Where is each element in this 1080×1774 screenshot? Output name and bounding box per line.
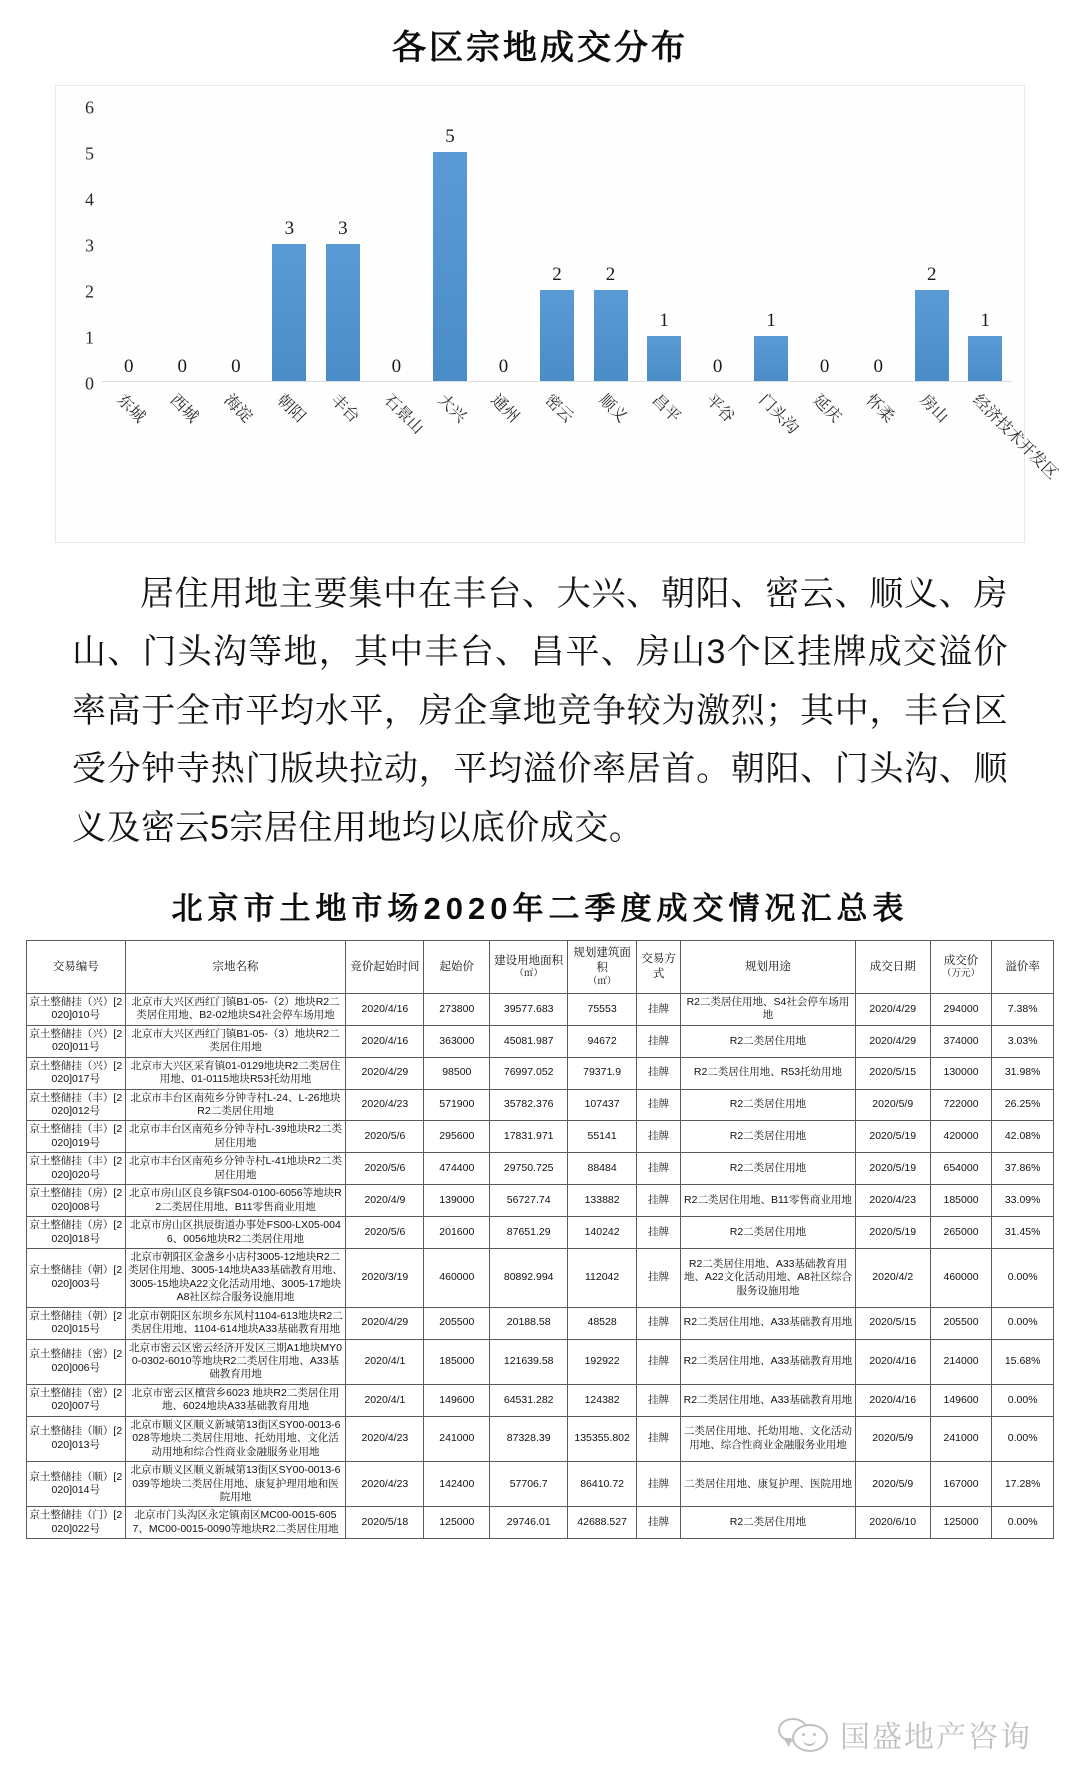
- cell-name: 北京市丰台区南苑乡分钟寺村L-39地块R2二类居住用地: [125, 1121, 346, 1153]
- y-axis-tick: 0: [85, 373, 94, 394]
- cell-deal-price: 241000: [930, 1416, 992, 1461]
- x-axis-tick: [316, 382, 370, 542]
- x-axis-tick-label: 东城: [113, 391, 148, 427]
- cell-land-area: 20188.58: [490, 1307, 568, 1339]
- cell-id: 京土整储挂（房）[2020]008号: [27, 1185, 126, 1217]
- table-header-cell: 溢价率: [992, 941, 1054, 994]
- x-axis-tick: [851, 382, 905, 542]
- cell-build-area: 135355.802: [568, 1416, 637, 1461]
- cell-start-price: 571900: [424, 1089, 490, 1121]
- cell-land-area: 64531.282: [490, 1384, 568, 1416]
- y-axis-tick: 4: [85, 189, 94, 210]
- bar-value-label: 1: [766, 310, 776, 331]
- cell-usage: R2二类居住用地: [681, 1089, 856, 1121]
- cell-deal-price: 460000: [930, 1248, 992, 1307]
- cell-premium: 42.08%: [992, 1121, 1054, 1153]
- y-axis-tick: 5: [85, 143, 94, 164]
- cell-land-area: 80892.994: [490, 1248, 568, 1307]
- x-axis-tick-label: 房山: [916, 391, 951, 427]
- cell-premium: 0.00%: [992, 1507, 1054, 1539]
- cell-build-area: 88484: [568, 1153, 637, 1185]
- cell-usage: R2二类居住用地: [681, 1217, 856, 1249]
- cell-land-area: 57706.7: [490, 1462, 568, 1507]
- table-header-cell: 宗地名称: [125, 941, 346, 994]
- cell-build-area: 140242: [568, 1217, 637, 1249]
- table-row: [27, 1153, 1054, 1185]
- cell-usage: 二类居住用地、托幼用地、文化活动用地、综合性商业金融服务业用地: [681, 1416, 856, 1461]
- bar-value-label: 0: [498, 356, 509, 377]
- table-row: [27, 1025, 1054, 1057]
- x-axis-tick-label: 怀柔: [862, 391, 898, 427]
- bar-value-label: 0: [391, 356, 402, 377]
- table-header-cell: 交易编号: [27, 941, 126, 994]
- cell-name: 北京市朝阳区金盏乡小店村3005-12地块R2二类居住用地、3005-14地块A33基础教育用地、3005-15地块A22文化活动用地、3005-17地块A8社区综合服务设施用地: [125, 1248, 346, 1307]
- cell-build-area: 86410.72: [568, 1462, 637, 1507]
- bar-value-label: 0: [712, 356, 723, 377]
- cell-name: 北京市大兴区采育镇01-0129地块R2二类居住用地、01-0115地块R53托幼用地: [125, 1057, 346, 1089]
- chart-title: 各区宗地成交分布: [392, 29, 688, 67]
- table-row: [27, 1384, 1054, 1416]
- bar-column: [584, 108, 638, 382]
- bar-column: [209, 108, 263, 382]
- bar-column: [530, 108, 584, 382]
- table-row: [27, 1248, 1054, 1307]
- table-row: [27, 1307, 1054, 1339]
- cell-land-area: 29750.725: [490, 1153, 568, 1185]
- cell-deal-date: 2020/4/23: [855, 1185, 930, 1217]
- cell-method: 挂牌: [637, 1339, 681, 1384]
- bar-value-label: 0: [873, 356, 883, 377]
- x-axis-tick-label: 朝阳: [273, 391, 309, 427]
- cell-usage: R2二类居住用地、A33基础教育用地: [681, 1384, 856, 1416]
- cell-land-area: 87328.39: [490, 1416, 568, 1461]
- x-axis-tick: [959, 382, 1061, 542]
- bar-chart: [55, 85, 1061, 543]
- cell-start-price: 205500: [424, 1307, 490, 1339]
- table-header-cell: 成交日期: [855, 941, 930, 994]
- cell-start-price: 185000: [424, 1339, 490, 1384]
- land-transactions-table: [26, 940, 1054, 1539]
- bar-value-label: 5: [445, 126, 455, 147]
- x-axis-tick-label: 经济技术开发区: [969, 391, 1061, 483]
- cell-bid-start: 2020/4/29: [346, 1057, 424, 1089]
- cell-deal-price: 167000: [930, 1462, 992, 1507]
- bar-column: [744, 108, 798, 382]
- bar-value-label: 0: [819, 356, 830, 377]
- cell-id: 京土整储挂（兴）[2020]011号: [27, 1025, 126, 1057]
- bar: [433, 152, 467, 382]
- bar: [647, 336, 681, 382]
- bar-value-label: 0: [177, 356, 188, 377]
- cell-land-area: 39577.683: [490, 993, 568, 1025]
- cell-deal-date: 2020/5/19: [855, 1217, 930, 1249]
- bar-value-label: 0: [124, 356, 134, 377]
- cell-start-price: 363000: [424, 1025, 490, 1057]
- cell-method: 挂牌: [637, 1025, 681, 1057]
- cell-deal-date: 2020/4/16: [855, 1384, 930, 1416]
- cell-bid-start: 2020/5/18: [346, 1507, 424, 1539]
- cell-start-price: 273800: [424, 993, 490, 1025]
- cell-premium: 37.86%: [992, 1153, 1054, 1185]
- cell-method: 挂牌: [637, 1089, 681, 1121]
- cell-land-area: 45081.987: [490, 1025, 568, 1057]
- cell-id: 京土整储挂（丰）[2020]019号: [27, 1121, 126, 1153]
- bar: [754, 336, 788, 382]
- table-header-cell: 规划用途: [681, 941, 856, 994]
- bar-value-label: 0: [231, 356, 241, 377]
- x-axis-tick: [798, 382, 852, 542]
- cell-id: 京土整储挂（顺）[2020]013号: [27, 1416, 126, 1461]
- watermark-text: 国盛地产咨询: [840, 1721, 1032, 1754]
- table-row: [27, 1217, 1054, 1249]
- table-row: [27, 1089, 1054, 1121]
- cell-name: 北京市大兴区西红门镇B1-05-（3）地块R2二类居住用地: [125, 1025, 346, 1057]
- cell-name: 北京市房山区良乡镇FS04-0100-6056等地块R2二类居住用地、B11零售商业用地: [125, 1185, 346, 1217]
- cell-name: 北京市顺义区顺义新城第13街区SY00-0013-6028等地块二类居住用地、托幼用地、文化活动用地和综合性商业金融服务业用地: [125, 1416, 346, 1461]
- cell-deal-date: 2020/5/9: [855, 1462, 930, 1507]
- cell-deal-price: 420000: [930, 1121, 992, 1153]
- x-axis-tick: [744, 382, 802, 542]
- bar: [968, 336, 1002, 382]
- cell-method: 挂牌: [637, 1121, 681, 1153]
- cell-usage: R2二类居住用地、R53托幼用地: [681, 1057, 856, 1089]
- body-paragraph: 居住用地主要集中在丰台、大兴、朝阳、密云、顺义、房山、门头沟等地，其中丰台、昌平、房山3个区挂牌成交溢价率高于全市平均水平，房企拿地竞争较为激烈；其中，丰台区受分钟寺热门版块拉动，平均溢价率居首。朝阳、门头沟、顺义及密云5宗居住用地均以底价成交。: [72, 575, 1008, 847]
- cell-method: 挂牌: [637, 993, 681, 1025]
- cell-build-area: 94672: [568, 1025, 637, 1057]
- cell-id: 京土整储挂（密）[2020]006号: [27, 1339, 126, 1384]
- cell-start-price: 142400: [424, 1462, 490, 1507]
- bar-column: [905, 108, 959, 382]
- bar-value-label: 2: [605, 264, 616, 285]
- y-axis-tick: 2: [85, 281, 94, 302]
- cell-premium: 0.00%: [992, 1416, 1054, 1461]
- cell-bid-start: 2020/4/16: [346, 1025, 424, 1057]
- chart-plot-area: [102, 108, 1012, 382]
- cell-deal-price: 374000: [930, 1025, 992, 1057]
- cell-premium: 17.28%: [992, 1462, 1054, 1507]
- cell-method: 挂牌: [637, 1057, 681, 1089]
- cell-land-area: 87651.29: [490, 1217, 568, 1249]
- cell-bid-start: 2020/4/9: [346, 1185, 424, 1217]
- bar: [915, 290, 949, 382]
- table-title: 北京市土地市场2020年二季度成交情况汇总表: [171, 891, 909, 927]
- cell-start-price: 295600: [424, 1121, 490, 1153]
- cell-id: 京土整储挂（门）[2020]022号: [27, 1507, 126, 1539]
- table-header-cell: 交易方式: [637, 941, 681, 994]
- chat-bubbles-icon: [776, 1716, 830, 1752]
- cell-build-area: 133882: [568, 1185, 637, 1217]
- chart-y-axis: [56, 86, 102, 542]
- cell-method: 挂牌: [637, 1307, 681, 1339]
- cell-method: 挂牌: [637, 1416, 681, 1461]
- x-axis-tick-label: 通州: [487, 391, 523, 427]
- bar-column: [370, 108, 424, 382]
- table-row: [27, 1507, 1054, 1539]
- cell-build-area: 192922: [568, 1339, 637, 1384]
- cell-id: 京土整储挂（兴）[2020]017号: [27, 1057, 126, 1089]
- table-row: [27, 1121, 1054, 1153]
- bar-column: [102, 108, 156, 382]
- table-header-row: [27, 941, 1054, 994]
- bar-column: [263, 108, 317, 382]
- cell-premium: 0.00%: [992, 1248, 1054, 1307]
- cell-id: 京土整储挂（丰）[2020]020号: [27, 1153, 126, 1185]
- x-axis-tick: [156, 382, 210, 542]
- cell-premium: 3.03%: [992, 1025, 1054, 1057]
- x-axis-tick: [102, 382, 156, 542]
- cell-name: 北京市门头沟区永定镇南区MC00-0015-6057、MC00-0015-0090等地块R2二类居住用地: [125, 1507, 346, 1539]
- cell-usage: R2二类居住用地、B11零售商业用地: [681, 1185, 856, 1217]
- cell-deal-price: 185000: [930, 1185, 992, 1217]
- cell-method: 挂牌: [637, 1507, 681, 1539]
- x-axis-tick-label: 密云: [541, 391, 577, 427]
- bar-value-label: 3: [338, 218, 348, 239]
- bar-column: [477, 108, 531, 382]
- cell-premium: 31.45%: [992, 1217, 1054, 1249]
- cell-start-price: 98500: [424, 1057, 490, 1089]
- cell-deal-price: 265000: [930, 1217, 992, 1249]
- y-axis-tick: 6: [85, 97, 94, 118]
- cell-start-price: 474400: [424, 1153, 490, 1185]
- cell-id: 京土整储挂（朝）[2020]003号: [27, 1248, 126, 1307]
- x-axis-tick: [584, 382, 638, 542]
- bar-value-label: 1: [659, 310, 669, 331]
- cell-build-area: 75553: [568, 993, 637, 1025]
- chart-x-axis: [102, 382, 1061, 542]
- cell-build-area: 48528: [568, 1307, 637, 1339]
- cell-premium: 0.00%: [992, 1384, 1054, 1416]
- cell-land-area: 76997.052: [490, 1057, 568, 1089]
- cell-name: 北京市大兴区西红门镇B1-05-（2）地块R2二类居住用地、B2-02地块S4社会停车场用地: [125, 993, 346, 1025]
- cell-usage: R2二类居住用地、A33基础教育用地、A22文化活动用地、A8社区综合服务设施用地: [681, 1248, 856, 1307]
- cell-name: 北京市密云区密云经济开发区三期A1地块MY00-0302-6010等地块R2二类居住用地、A33基础教育用地: [125, 1339, 346, 1384]
- cell-start-price: 201600: [424, 1217, 490, 1249]
- cell-start-price: 125000: [424, 1507, 490, 1539]
- cell-deal-date: 2020/4/29: [855, 993, 930, 1025]
- cell-build-area: 112042: [568, 1248, 637, 1307]
- cell-usage: R2二类居住用地: [681, 1153, 856, 1185]
- bar-column: [423, 108, 477, 382]
- x-axis-tick: [530, 382, 584, 542]
- cell-id: 京土整储挂（朝）[2020]015号: [27, 1307, 126, 1339]
- cell-premium: 7.38%: [992, 993, 1054, 1025]
- bar: [326, 244, 360, 382]
- cell-bid-start: 2020/5/6: [346, 1153, 424, 1185]
- table-row: [27, 1462, 1054, 1507]
- cell-deal-date: 2020/5/9: [855, 1416, 930, 1461]
- bar: [540, 290, 574, 382]
- table-header-cell: 成交价 （万元）: [930, 941, 992, 994]
- cell-method: 挂牌: [637, 1462, 681, 1507]
- cell-bid-start: 2020/4/23: [346, 1462, 424, 1507]
- x-axis-tick: [637, 382, 691, 542]
- cell-bid-start: 2020/4/16: [346, 993, 424, 1025]
- cell-name: 北京市顺义区顺义新城第13街区SY00-0013-6039等地块二类居住用地、康复护理用地和医院用地: [125, 1462, 346, 1507]
- cell-usage: R2二类居住用地、A33基础教育用地: [681, 1339, 856, 1384]
- cell-deal-date: 2020/4/2: [855, 1248, 930, 1307]
- bar-value-label: 3: [284, 218, 295, 239]
- cell-deal-price: 149600: [930, 1384, 992, 1416]
- bar-value-label: 2: [552, 264, 562, 285]
- bar: [594, 290, 628, 382]
- cell-bid-start: 2020/5/6: [346, 1217, 424, 1249]
- table-header-cell: 竞价起始时间: [346, 941, 424, 994]
- cell-build-area: 55141: [568, 1121, 637, 1153]
- cell-bid-start: 2020/5/6: [346, 1121, 424, 1153]
- x-axis-tick: [477, 382, 531, 542]
- x-axis-tick-label: 大兴: [434, 391, 470, 427]
- table-header-cell: 规划建筑面积 （㎡）: [568, 941, 637, 994]
- x-axis-tick-label: 丰台: [327, 391, 362, 427]
- cell-name: 北京市密云区檀营乡6023 地块R2二类居住用地、6024地块A33基础教育用地: [125, 1384, 346, 1416]
- cell-deal-price: 130000: [930, 1057, 992, 1089]
- bar: [272, 244, 306, 382]
- cell-land-area: 56727.74: [490, 1185, 568, 1217]
- cell-bid-start: 2020/4/1: [346, 1339, 424, 1384]
- cell-id: 京土整储挂（顺）[2020]014号: [27, 1462, 126, 1507]
- cell-usage: R2二类居住用地: [681, 1025, 856, 1057]
- x-axis-tick-label: 海淀: [220, 391, 255, 427]
- cell-bid-start: 2020/4/23: [346, 1089, 424, 1121]
- x-axis-tick-label: 门头沟: [755, 391, 802, 438]
- cell-premium: 31.98%: [992, 1057, 1054, 1089]
- x-axis-tick-label: 昌平: [648, 391, 684, 427]
- table-header-cell: 建设用地面积 （㎡）: [490, 941, 568, 994]
- bar-column: [959, 108, 1013, 382]
- x-axis-tick-label: 石景山: [380, 391, 427, 438]
- cell-build-area: 124382: [568, 1384, 637, 1416]
- cell-premium: 33.09%: [992, 1185, 1054, 1217]
- table-row: [27, 1185, 1054, 1217]
- cell-deal-date: 2020/4/16: [855, 1339, 930, 1384]
- cell-bid-start: 2020/4/23: [346, 1416, 424, 1461]
- cell-deal-date: 2020/5/15: [855, 1307, 930, 1339]
- cell-premium: 0.00%: [992, 1307, 1054, 1339]
- cell-deal-date: 2020/4/29: [855, 1025, 930, 1057]
- cell-name: 北京市朝阳区东坝乡东风村1104-613地块R2二类居住用地、1104-614地块A33基础教育用地: [125, 1307, 346, 1339]
- cell-build-area: 79371.9: [568, 1057, 637, 1089]
- cell-deal-price: 125000: [930, 1507, 992, 1539]
- cell-usage: R2二类居住用地: [681, 1507, 856, 1539]
- cell-start-price: 241000: [424, 1416, 490, 1461]
- table-row: [27, 993, 1054, 1025]
- cell-start-price: 149600: [424, 1384, 490, 1416]
- cell-id: 京土整储挂（密）[2020]007号: [27, 1384, 126, 1416]
- cell-premium: 15.68%: [992, 1339, 1054, 1384]
- cell-id: 京土整储挂（兴）[2020]010号: [27, 993, 126, 1025]
- x-axis-tick: [370, 382, 427, 542]
- x-axis-tick: [691, 382, 745, 542]
- cell-id: 京土整储挂（丰）[2020]012号: [27, 1089, 126, 1121]
- cell-deal-date: 2020/5/9: [855, 1089, 930, 1121]
- cell-premium: 26.25%: [992, 1089, 1054, 1121]
- cell-deal-price: 294000: [930, 993, 992, 1025]
- cell-usage: R2二类居住用地: [681, 1121, 856, 1153]
- x-axis-tick: [423, 382, 477, 542]
- bar-column: [851, 108, 905, 382]
- cell-deal-date: 2020/6/10: [855, 1507, 930, 1539]
- cell-deal-price: 205500: [930, 1307, 992, 1339]
- cell-deal-date: 2020/5/15: [855, 1057, 930, 1089]
- table-row: [27, 1339, 1054, 1384]
- cell-land-area: 121639.58: [490, 1339, 568, 1384]
- bar-column: [156, 108, 210, 382]
- y-axis-tick: 3: [85, 235, 94, 256]
- cell-start-price: 139000: [424, 1185, 490, 1217]
- cell-name: 北京市房山区拱辰街道办事处FS00-LX05-0046、0056地块R2二类居住用地: [125, 1217, 346, 1249]
- cell-method: 挂牌: [637, 1217, 681, 1249]
- cell-usage: R2二类居住用地、A33基础教育用地: [681, 1307, 856, 1339]
- cell-deal-date: 2020/5/19: [855, 1121, 930, 1153]
- table-header-cell: 起始价: [424, 941, 490, 994]
- x-axis-tick-label: 平谷: [702, 391, 737, 427]
- cell-usage: R2二类居住用地、S4社会停车场用地: [681, 993, 856, 1025]
- bar-value-label: 1: [980, 310, 991, 331]
- bar-column: [691, 108, 745, 382]
- cell-method: 挂牌: [637, 1153, 681, 1185]
- x-axis-tick: [209, 382, 263, 542]
- cell-deal-price: 214000: [930, 1339, 992, 1384]
- cell-usage: 二类居住用地、康复护理、医院用地: [681, 1462, 856, 1507]
- x-axis-tick-label: 顺义: [594, 391, 630, 427]
- x-axis-tick: [905, 382, 959, 542]
- cell-method: 挂牌: [637, 1185, 681, 1217]
- cell-build-area: 42688.527: [568, 1507, 637, 1539]
- cell-method: 挂牌: [637, 1384, 681, 1416]
- cell-bid-start: 2020/4/1: [346, 1384, 424, 1416]
- cell-method: 挂牌: [637, 1248, 681, 1307]
- cell-bid-start: 2020/4/29: [346, 1307, 424, 1339]
- x-axis-tick: [263, 382, 317, 542]
- cell-start-price: 460000: [424, 1248, 490, 1307]
- bar-column: [798, 108, 852, 382]
- cell-deal-price: 654000: [930, 1153, 992, 1185]
- cell-name: 北京市丰台区南苑乡分钟寺村L-41地块R2二类居住用地: [125, 1153, 346, 1185]
- watermark-footer: [776, 1712, 1032, 1756]
- cell-land-area: 17831.971: [490, 1121, 568, 1153]
- y-axis-tick: 1: [85, 327, 94, 348]
- bar-value-label: 2: [926, 264, 937, 285]
- x-axis-tick-label: 延庆: [809, 391, 844, 427]
- cell-build-area: 107437: [568, 1089, 637, 1121]
- table-row: [27, 1416, 1054, 1461]
- bar-column: [637, 108, 691, 382]
- cell-id: 京土整储挂（房）[2020]018号: [27, 1217, 126, 1249]
- table-row: [27, 1057, 1054, 1089]
- bar-column: [316, 108, 370, 382]
- x-axis-tick-label: 西城: [166, 391, 202, 427]
- cell-deal-date: 2020/5/19: [855, 1153, 930, 1185]
- cell-bid-start: 2020/3/19: [346, 1248, 424, 1307]
- cell-land-area: 35782.376: [490, 1089, 568, 1121]
- cell-name: 北京市丰台区南苑乡分钟寺村L-24、L-26地块R2二类居住用地: [125, 1089, 346, 1121]
- cell-land-area: 29746.01: [490, 1507, 568, 1539]
- cell-deal-price: 722000: [930, 1089, 992, 1121]
